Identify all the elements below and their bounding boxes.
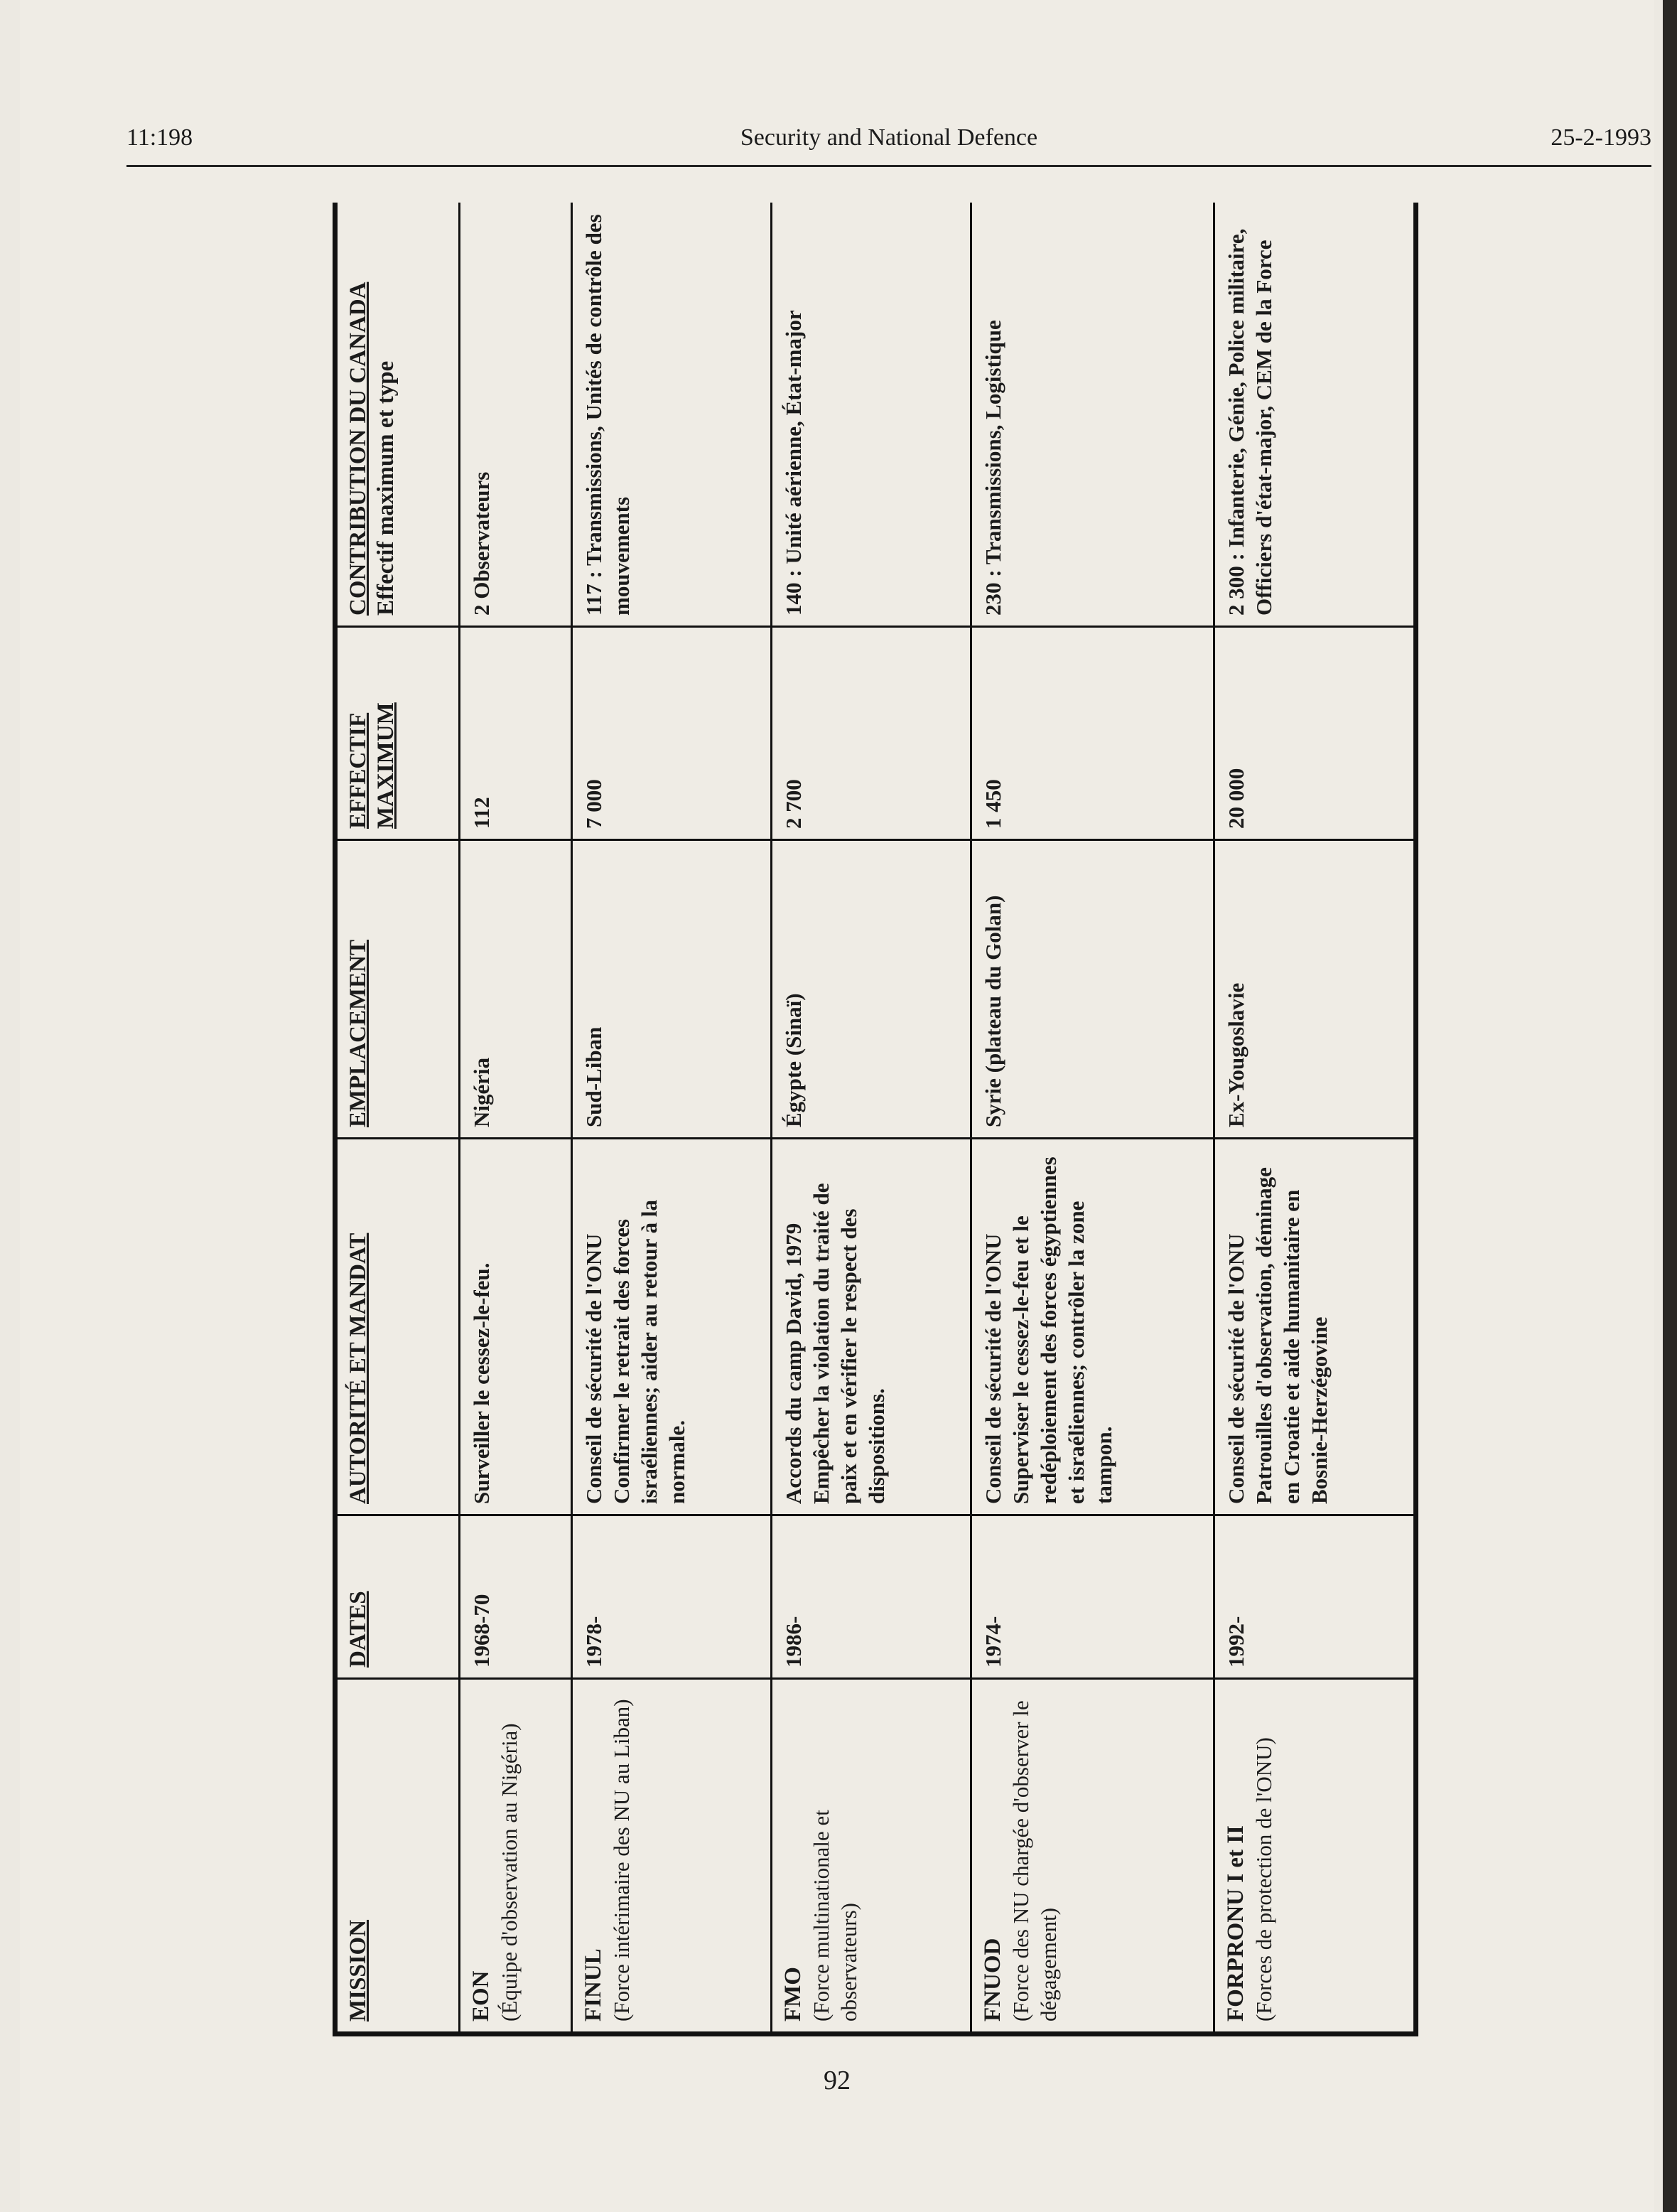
cell-emplacement: Égypte (Sinaï) <box>772 840 971 1139</box>
page-header <box>126 117 1651 160</box>
cell-effectif: 20 000 <box>1214 627 1416 840</box>
table-row <box>971 203 1214 2034</box>
cell-mission: FORPRONU I et II (Forces de protection de l'ONU) <box>1214 1679 1416 2034</box>
cell-dates: 1968-70 <box>460 1515 572 1679</box>
document-page <box>20 0 1654 2212</box>
cell-emplacement: Sud-Liban <box>572 840 772 1139</box>
cell-dates: 1974- <box>971 1515 1214 1679</box>
cell-emplacement: Nigéria <box>460 840 572 1139</box>
cell-contribution: 2 300 : Infanterie, Génie, Police militaire, Officiers d'état-major, CEM de la Force <box>1214 203 1416 627</box>
table-header-row <box>335 203 460 2034</box>
cell-contribution: 140 : Unité aérienne, État-major <box>772 203 971 627</box>
cell-mandat: Conseil de sécurité de l'ONU Superviser le cessez-le-feu et le redéploiement des forces égyptiennes et israéliennes; contrôler la zone tampon. <box>971 1139 1214 1515</box>
cell-dates: 1986- <box>772 1515 971 1679</box>
col-header-contribution: CONTRIBUTION DU CANADA Effectif maximum et type <box>335 203 460 627</box>
page-number: 92 <box>824 2066 851 2095</box>
header-title: Security and National Defence <box>740 124 1038 151</box>
col-header-effectif: EFFECTIF MAXIMUM <box>335 627 460 840</box>
cell-dates: 1992- <box>1214 1515 1416 1679</box>
cell-dates: 1978- <box>572 1515 772 1679</box>
cell-effectif: 1 450 <box>971 627 1214 840</box>
col-header-mandat: AUTORITÉ ET MANDAT <box>335 1139 460 1515</box>
rotated-table-container <box>333 203 1418 2036</box>
cell-mission: FINUL (Force intérimaire des NU au Liban) <box>572 1679 772 2034</box>
cell-mission: FNUOD (Force des NU chargée d'observer le dégagement) <box>971 1679 1214 2034</box>
header-page-ref: 11:198 <box>126 124 193 151</box>
scan-edge <box>1663 0 1677 2212</box>
cell-emplacement: Syrie (plateau du Golan) <box>971 840 1214 1139</box>
cell-mission: EON (Équipe d'observation au Nigéria) <box>460 1679 572 2034</box>
table-row <box>772 203 971 2034</box>
rotated-table <box>333 203 1418 2036</box>
cell-mission: FMO (Force multinationale et observateurs) <box>772 1679 971 2034</box>
cell-mandat: Conseil de sécurité de l'ONU Confirmer le retrait des forces israéliennes; aider au retour à la normale. <box>572 1139 772 1515</box>
col-header-emplacement: EMPLACEMENT <box>335 840 460 1139</box>
col-header-mission: MISSION <box>335 1679 460 2034</box>
col-header-contribution-sub: Effectif maximum et type <box>373 360 399 616</box>
cell-emplacement: Ex-Yougoslavie <box>1214 840 1416 1139</box>
header-rule <box>126 165 1651 167</box>
cell-mandat: Conseil de sécurité de l'ONU Patrouilles d'observation, déminage en Croatie et aide humanitaire en Bosnie-Herzégovine <box>1214 1139 1416 1515</box>
table-row <box>1214 203 1416 2034</box>
col-header-dates: DATES <box>335 1515 460 1679</box>
cell-contribution: 2 Observateurs <box>460 203 572 627</box>
cell-mandat: Accords du camp David, 1979 Empêcher la violation du traité de paix et en vérifier le respect des dispositions. <box>772 1139 971 1515</box>
table-row <box>460 203 572 2034</box>
peacekeeping-missions-table <box>333 203 1418 2036</box>
header-date: 25-2-1993 <box>1551 124 1651 151</box>
cell-contribution: 117 : Transmissions, Unités de contrôle des mouvements <box>572 203 772 627</box>
cell-effectif: 2 700 <box>772 627 971 840</box>
table-row <box>572 203 772 2034</box>
cell-effectif: 112 <box>460 627 572 840</box>
cell-effectif: 7 000 <box>572 627 772 840</box>
cell-mandat: Surveiller le cessez-le-feu. <box>460 1139 572 1515</box>
cell-contribution: 230 : Transmissions, Logistique <box>971 203 1214 627</box>
